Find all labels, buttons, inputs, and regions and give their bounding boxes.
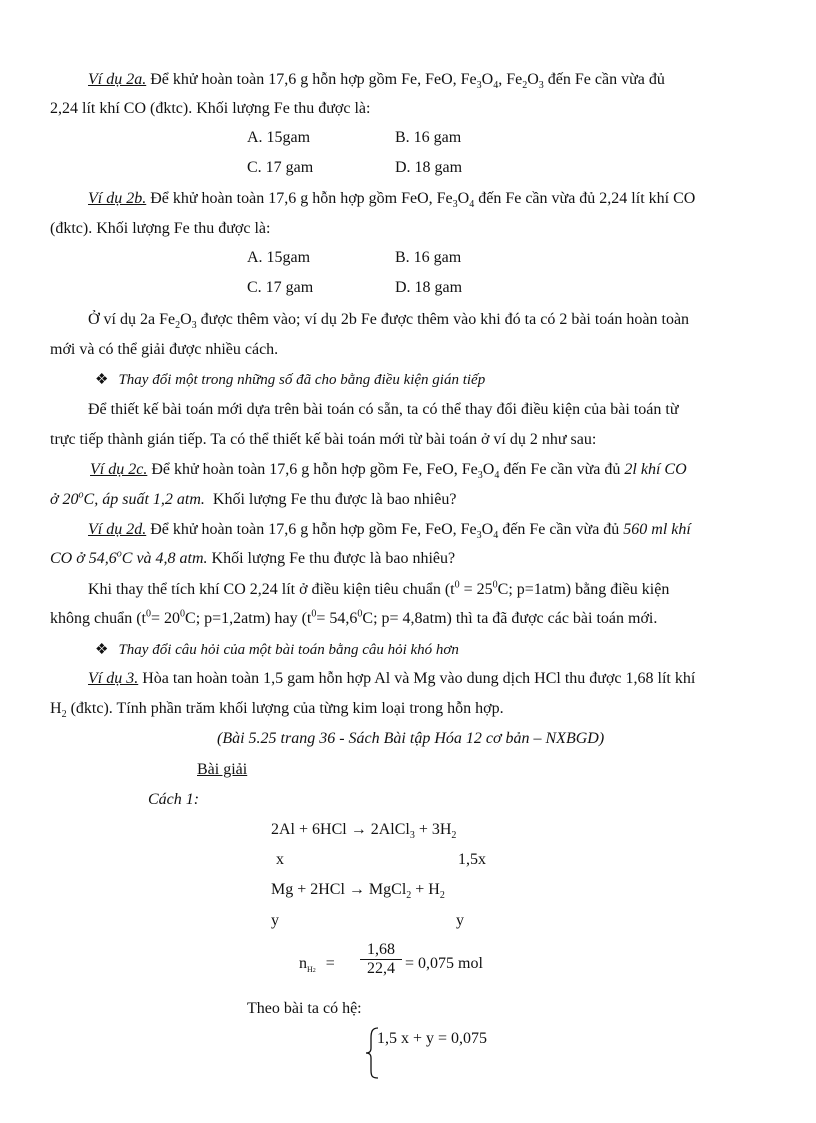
note-line2: mới và có thể giải được nhiều cách. bbox=[50, 341, 279, 358]
fraction-denominator: 22,4 bbox=[360, 959, 402, 978]
bullet-harder-question: ❖ Thay đổi câu hỏi của một bài toán bằng câu hỏi khó hơn bbox=[95, 642, 459, 658]
equation-mg-y2: y bbox=[456, 912, 464, 929]
ex2d-line1: Ví dụ 2d. Để khử hoàn toàn 17,6 g hỗn hợp gồm Fe, FeO, $Fe_3O_4$ đến Fe cần vừa đủ 560 ml khí bbox=[88, 521, 691, 542]
moles-label: $n_{H2}$ = bbox=[299, 955, 335, 975]
equation-mg: Mg + 2HCl → MgCl$_2$ + $H_2$ bbox=[271, 881, 445, 902]
ex3-line1: Ví dụ 3. Hòa tan hoàn toàn 1,5 gam hỗn hợp Al và Mg vào dung dịch HCl thu được 1,68 lít khí bbox=[88, 670, 696, 687]
ex2c-line2: ở 20$^o$C, áp suất 1,2 atm. Khối lượng Fe thu được là bao nhiêu? bbox=[50, 489, 457, 508]
ex2c-line1: Ví dụ 2c. Để khử hoàn toàn 17,6 g hỗn hợp gồm Fe, FeO, $Fe_3O_4$ đến Fe cần vừa đủ 2l khí CO bbox=[90, 461, 687, 482]
indirect-line1: Để thiết kế bài toán mới dựa trên bài toán có sẵn, ta có thể thay đổi điều kiện của bài toán từ bbox=[88, 401, 679, 418]
ex2b-option-c: C. 17 gam bbox=[247, 279, 314, 296]
ex2b-line2: (đktc). Khối lượng Fe thu được là: bbox=[50, 220, 271, 237]
note-line1: Ở ví dụ 2a $Fe_2O_3$ được thêm vào; ví dụ 2b Fe được thêm vào khi đó ta có 2 bài toán hoàn toàn bbox=[88, 311, 690, 332]
diamond-bullet-icon: ❖ bbox=[95, 372, 109, 388]
ex2a-line1: Ví dụ 2a. Để khử hoàn toàn 17,6 g hỗn hợp gồm Fe, FeO, $Fe_3O_4$, $Fe_2O_3$ đến Fe cần vừa đủ bbox=[88, 71, 665, 92]
ex2a-option-d: D. 18 gam bbox=[395, 159, 463, 176]
std-line2: không chuẩn ($t^0= 20^0C$; p=1,2atm) hay ($t^0= 54,6^0C$; p= 4,8atm) thì ta đã được các bài toán mới. bbox=[50, 608, 658, 627]
ex2a-line2: 2,24 lít khí CO (đktc). Khối lượng Fe thu được là: bbox=[50, 100, 371, 117]
diamond-bullet-icon: ❖ bbox=[95, 642, 109, 658]
ex2a-label: Ví dụ 2a. bbox=[88, 71, 147, 88]
ex2b-option-b: B. 16 gam bbox=[395, 249, 462, 266]
bullet-indirect: ❖ Thay đổi một trong những số đã cho bằng điều kiện gián tiếp bbox=[95, 372, 486, 388]
ex2b-option-d: D. 18 gam bbox=[395, 279, 463, 296]
ex2a-option-c: C. 17 gam bbox=[247, 159, 314, 176]
ex2a-option-a: A. 15gam bbox=[247, 129, 311, 146]
moles-fraction bbox=[360, 941, 402, 978]
moles-result: = 0,075 mol bbox=[405, 955, 483, 972]
std-line1: Khi thay thể tích khí CO 2,24 lít ở điều kiện tiêu chuẩn ($t^0 = 25^0C$; p=1atm) bằng điều kiện bbox=[88, 579, 670, 598]
system-intro: Theo bài ta có hệ: bbox=[247, 1000, 362, 1017]
ex2d-line2: CO ở 54,6$^o$C và 4,8 atm. Khối lượng Fe thu được là bao nhiêu? bbox=[50, 548, 456, 567]
ex2b-option-a: A. 15gam bbox=[247, 249, 311, 266]
indirect-line2: trực tiếp thành gián tiếp. Ta có thể thiết kế bài toán mới từ bài toán ở ví dụ 2 như sau: bbox=[50, 431, 597, 448]
equation-al: 2Al + 6HCl → 2AlCl$_3$ + $3H_2$ bbox=[271, 821, 457, 842]
equation-mg-y1: y bbox=[271, 912, 279, 929]
ex3-label: Ví dụ 3. bbox=[88, 670, 139, 687]
ex2a-option-b: B. 16 gam bbox=[395, 129, 462, 146]
ex3-source: (Bài 5.25 trang 36 - Sách Bài tập Hóa 12 cơ bản – NXBGD) bbox=[217, 730, 605, 747]
ex2b-line1: Ví dụ 2b. Để khử hoàn toàn 17,6 g hỗn hợp gồm FeO, $Fe_3O_4$ đến Fe cần vừa đủ 2,24 lít khí CO bbox=[88, 190, 696, 211]
solution-title: Bài giải bbox=[197, 761, 248, 778]
system-equation-1: 1,5 x + y = 0,075 bbox=[377, 1030, 488, 1047]
ex3-line2: $H_2$ (đktc). Tính phần trăm khối lượng của từng kim loại trong hỗn hợp. bbox=[50, 700, 504, 721]
fraction-numerator: 1,68 bbox=[367, 941, 395, 958]
ex2b-label: Ví dụ 2b. bbox=[88, 190, 147, 207]
equation-al-15x: 1,5x bbox=[458, 851, 486, 868]
equation-al-x: x bbox=[276, 851, 284, 868]
ex2d-label: Ví dụ 2d. bbox=[88, 521, 147, 538]
ex2c-label: Ví dụ 2c. bbox=[90, 461, 148, 478]
solution-method: Cách 1: bbox=[148, 791, 200, 808]
